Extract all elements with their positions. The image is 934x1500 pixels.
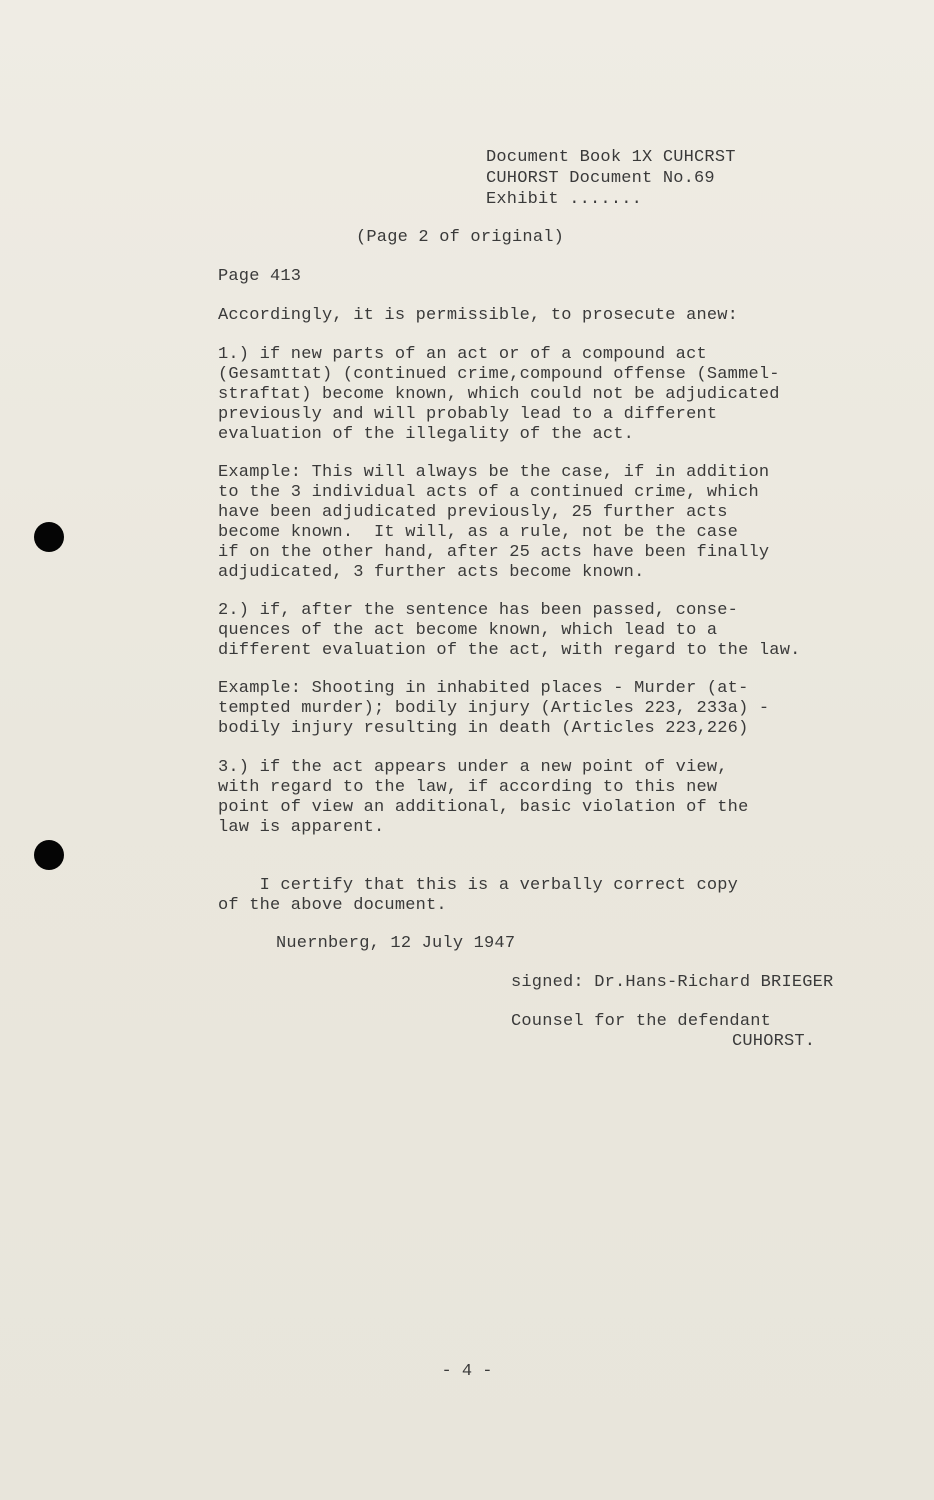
page-reference: Page 413 — [218, 267, 302, 286]
example1-line: have been adjudicated previously, 25 further acts — [218, 503, 728, 522]
certification-line: of the above document. — [218, 896, 447, 915]
para2-line: 2.) if, after the sentence has been passed, conse- — [218, 601, 739, 620]
example1-line: adjudicated, 3 further acts become known. — [218, 563, 645, 582]
example1-line: to the 3 individual acts of a continued crime, which — [218, 483, 759, 502]
para1-line: straftat) become known, which could not be adjudicated — [218, 385, 780, 404]
para1-line: 1.) if new parts of an act or of a compound act — [218, 345, 707, 364]
example2-line: bodily injury resulting in death (Articles 223,226) — [218, 719, 749, 738]
certification-line: I certify that this is a verbally correct copy — [218, 876, 739, 895]
intro-text: Accordingly, it is permissible, to prosecute anew: — [218, 306, 739, 325]
counsel-line: Counsel for the defendant — [511, 1012, 772, 1031]
example2-line: Example: Shooting in inhabited places - Murder (at- — [218, 679, 749, 698]
para1-line: (Gesamttat) (continued crime,compound offense (Sammel- — [218, 365, 780, 384]
para1-line: previously and will probably lead to a different — [218, 405, 718, 424]
page-of-original: (Page 2 of original) — [356, 228, 565, 247]
example1-line: if on the other hand, after 25 acts have been finally — [218, 543, 770, 562]
counsel-name: CUHORST. — [732, 1032, 816, 1051]
para3-line: with regard to the law, if according to this new — [218, 778, 718, 797]
example2-line: tempted murder); bodily injury (Articles 223, 233a) - — [218, 699, 770, 718]
para3-line: point of view an additional, basic violation of the — [218, 798, 749, 817]
place-date: Nuernberg, 12 July 1947 — [276, 934, 516, 953]
para3-line: law is apparent. — [218, 818, 385, 837]
para2-line: quences of the act become known, which lead to a — [218, 621, 718, 640]
para3-line: 3.) if the act appears under a new point of view, — [218, 758, 728, 777]
signature-line: signed: Dr.Hans-Richard BRIEGER — [511, 973, 834, 992]
punch-hole-bottom — [34, 840, 64, 870]
header-document-number: CUHORST Document No.69 — [486, 169, 715, 188]
page-number: - 4 - — [441, 1362, 493, 1381]
header-exhibit: Exhibit ....... — [486, 190, 643, 209]
example1-line: Example: This will always be the case, if in addition — [218, 463, 770, 482]
example1-line: become known. It will, as a rule, not be the case — [218, 523, 739, 542]
punch-hole-top — [34, 522, 64, 552]
para1-line: evaluation of the illegality of the act. — [218, 425, 635, 444]
header-document-book: Document Book 1X CUHCRST — [486, 148, 736, 167]
para2-line: different evaluation of the act, with regard to the law. — [218, 641, 801, 660]
